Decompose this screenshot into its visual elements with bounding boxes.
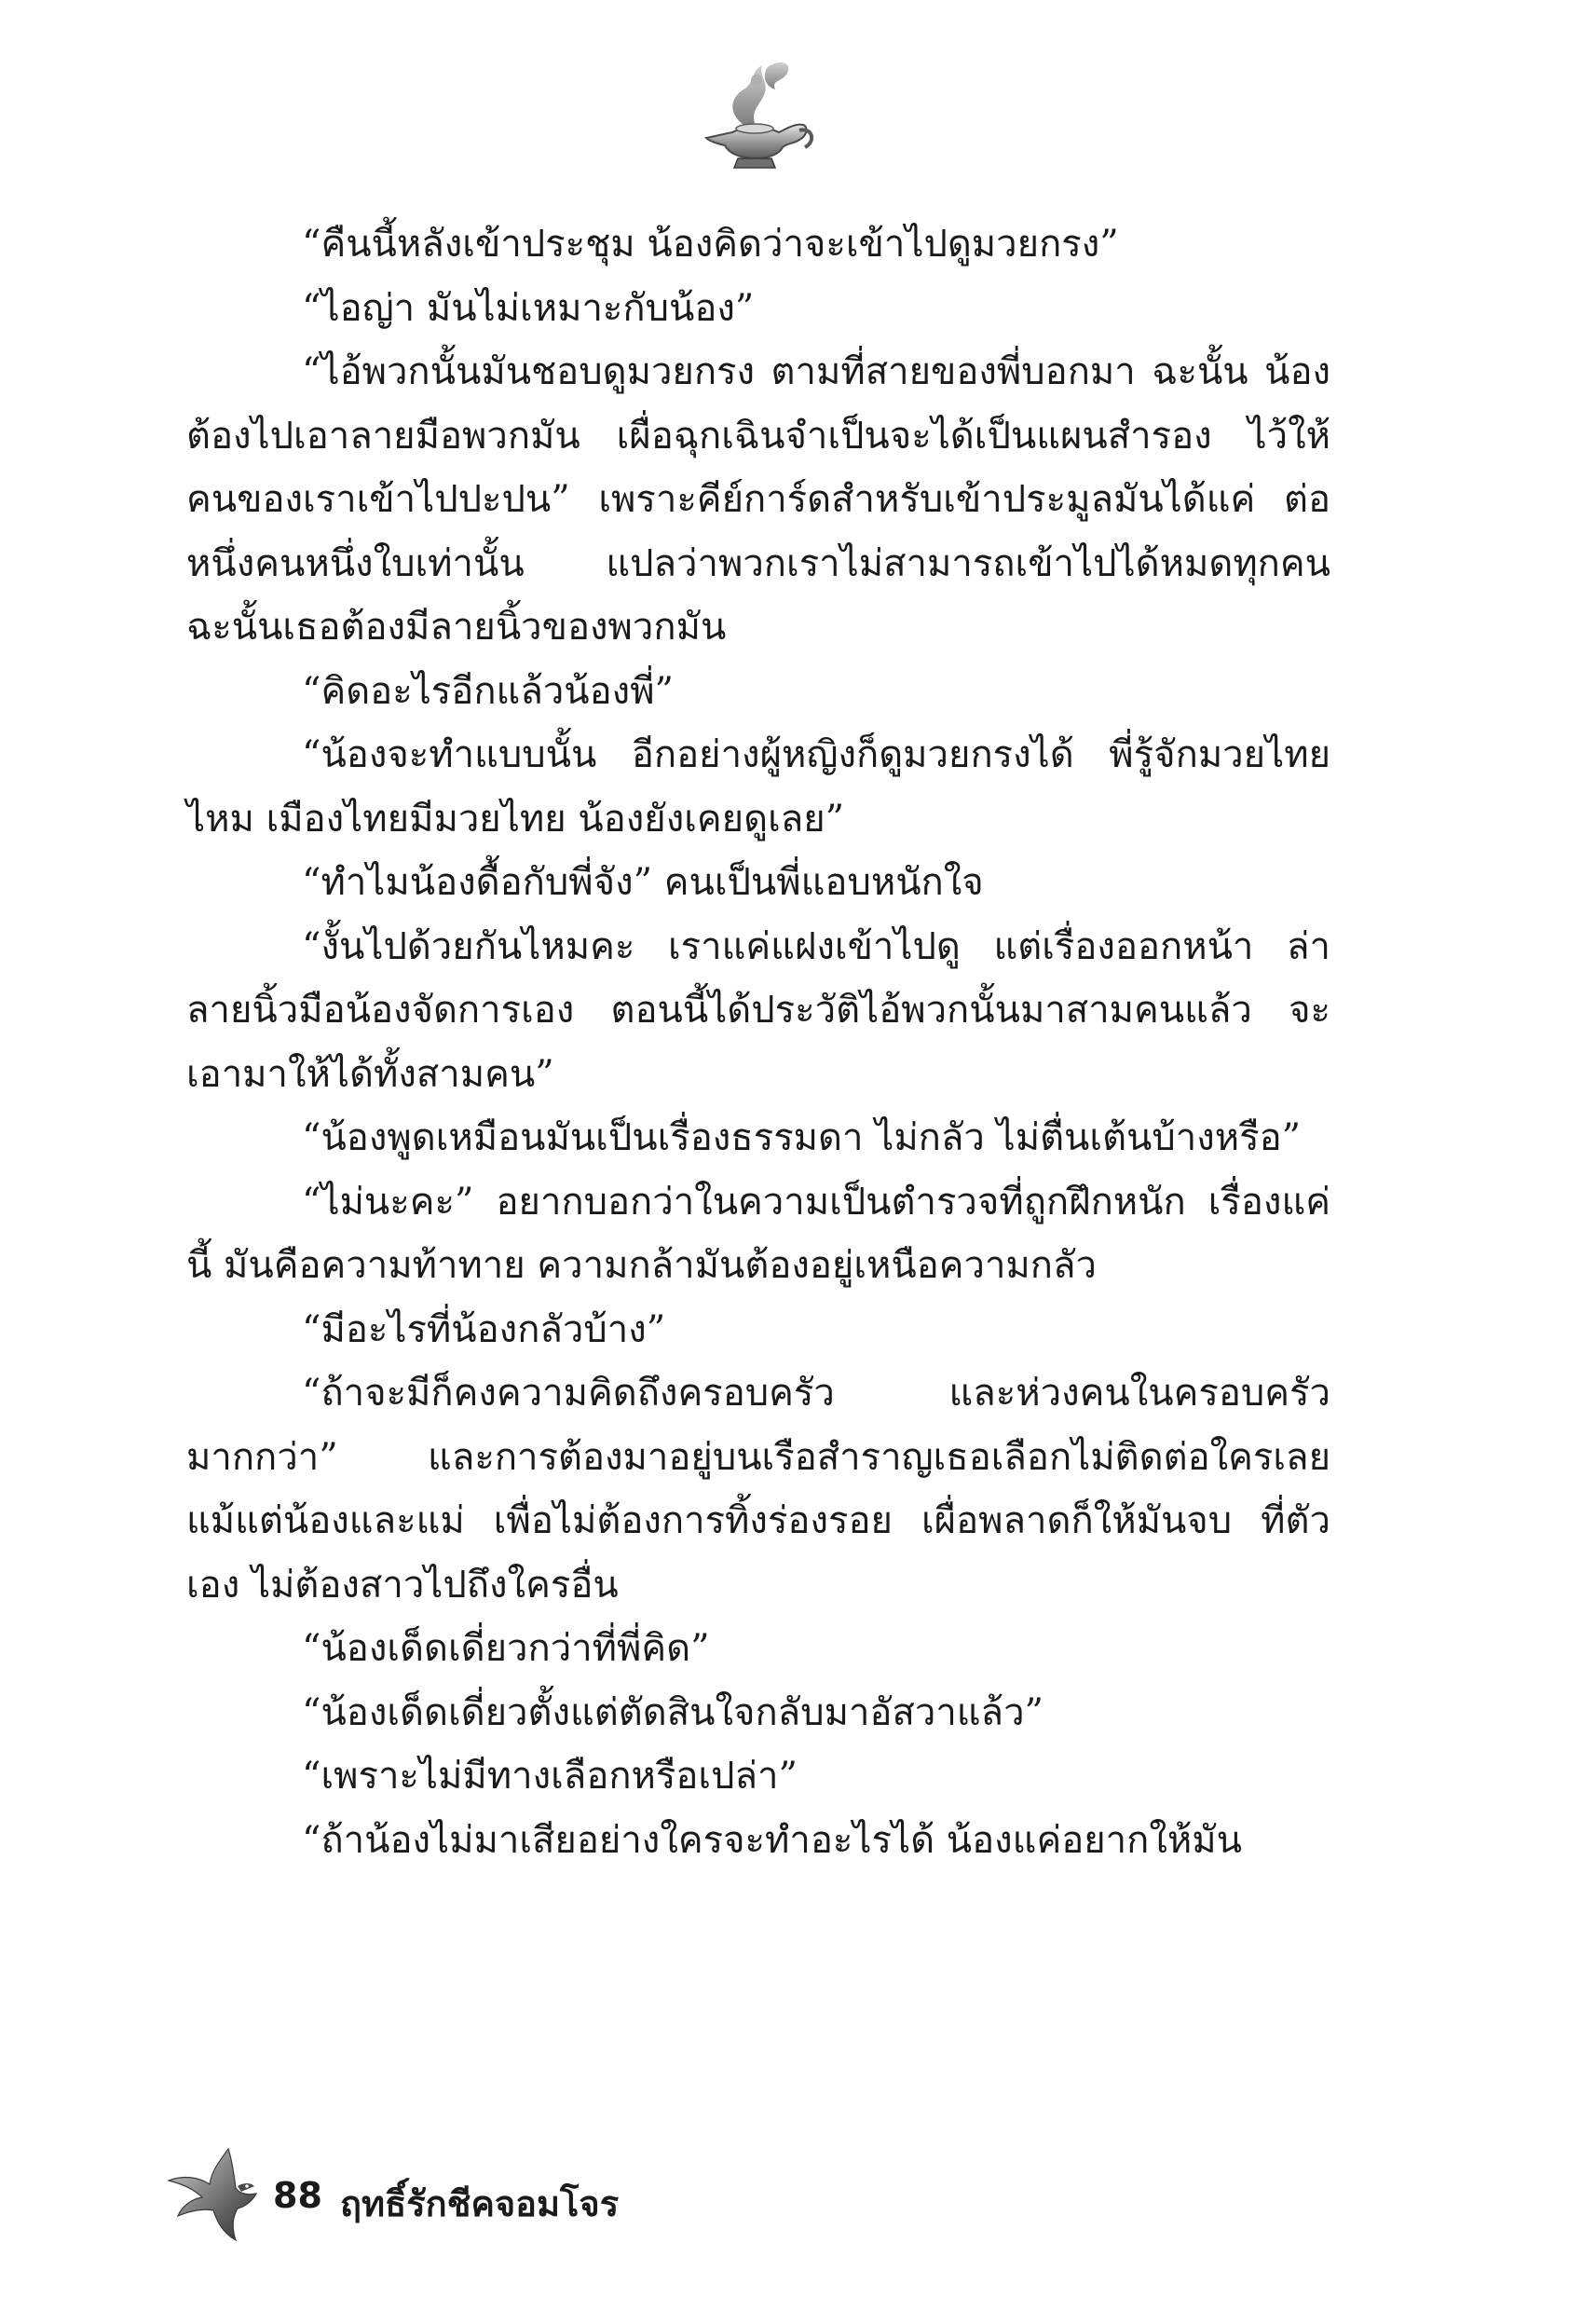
paragraph: “ถ้าน้องไม่มาเสียอย่างใครจะทำอะไรได้ น้องแค่อยากให้มัน xyxy=(302,1818,1242,1862)
page-footer xyxy=(163,2143,815,2246)
paragraph: “เพราะไม่มีทางเลือกหรือเปล่า” xyxy=(302,1755,798,1798)
paragraph: “น้องเด็ดเดี่ยวตั้งแต่ตัดสินใจกลับมาอัสวาแล้ว” xyxy=(302,1690,1044,1734)
paragraph: “คืนนี้หลังเข้าประชุม น้องคิดว่าจะเข้าไปดูมวยกรง” xyxy=(302,223,1119,266)
paragraph: “งั้นไปด้วยกันไหมคะ เราแค่แฝงเข้าไปดู แต่เรื่องออกหน้า ล่าลายนิ้วมือน้องจัดการเอง ตอนนี้ได้ประวัติไอ้พวกนั้นมาสามคนแล้ว จะเอามาให้ได้ทั้งสามคน” xyxy=(186,924,1330,1096)
paragraph: “น้องพูดเหมือนมันเป็นเรื่องธรรมดา ไม่กลัว ไม่ตื่นเต้นบ้างหรือ” xyxy=(302,1116,1302,1159)
paragraph: “มีอะไรที่น้องกลัวบ้าง” xyxy=(302,1307,666,1351)
eagle-icon xyxy=(163,2143,267,2246)
paragraph: “ไอ้พวกนั้นมันชอบดูมวยกรง ตามที่สายของพี่บอกมา ฉะนั้น น้องต้องไปเอาลายมือพวกมัน เผื่อฉุกเฉินจำเป็นจะได้เป็นแผนสำรอง ไว้ให้คนของเราเข้าไปปะปน” เพราะคีย์การ์ดสำหรับเข้าประมูลมันได้แค่ ต่อหนึ่งคนหนึ่งใบเท่านั้น แปลว่าพวกเราไม่สามารถเข้าไปได้หมดทุกคน ฉะนั้นเธอต้องมีลายนิ้วของพวกมัน xyxy=(186,350,1330,649)
paragraph: “คิดอะไรอีกแล้วน้องพี่” xyxy=(302,669,675,713)
paragraph: “น้องเด็ดเดี่ยวกว่าที่พี่คิด” xyxy=(302,1627,710,1670)
book-title: ฤทธิ์รักชีคจอมโจร xyxy=(340,2183,620,2224)
page-number: 88 xyxy=(273,2175,322,2216)
genie-lamp-icon xyxy=(689,58,820,174)
paragraph: “ไอญ่า มันไม่เหมาะกับน้อง” xyxy=(302,286,755,330)
paragraph: “ทำไมน้องดื้อกับพี่จัง” คนเป็นพี่แอบหนักใจ xyxy=(302,861,984,904)
paragraph: “ไม่นะคะ” อยากบอกว่าในความเป็นตำรวจที่ถูกฝึกหนัก เรื่องแค่นี้ มันคือความท้าทาย ความกล้ามันต้องอยู่เหนือความกลัว xyxy=(186,1180,1330,1287)
paragraph: “น้องจะทำแบบนั้น อีกอย่างผู้หญิงก็ดูมวยกรงได้ พี่รู้จักมวยไทย ไหม เมืองไทยมีมวยไทย น้องยังเคยดูเลย” xyxy=(186,733,1330,841)
chapter-body-text xyxy=(186,212,1330,1872)
paragraph: “ถ้าจะมีก็คงความคิดถึงครอบครัว และห่วงคนในครอบครัว มากกว่า” และการต้องมาอยู่บนเรือสำราญเธอเลือกไม่ติดต่อใครเลย แม้แต่น้องและแม่ เพื่อไม่ต้องการทิ้งร่องรอย เผื่อพลาดก็ให้มันจบ ที่ตัวเอง ไม่ต้องสาวไปถึงใครอื่น xyxy=(186,1372,1330,1607)
